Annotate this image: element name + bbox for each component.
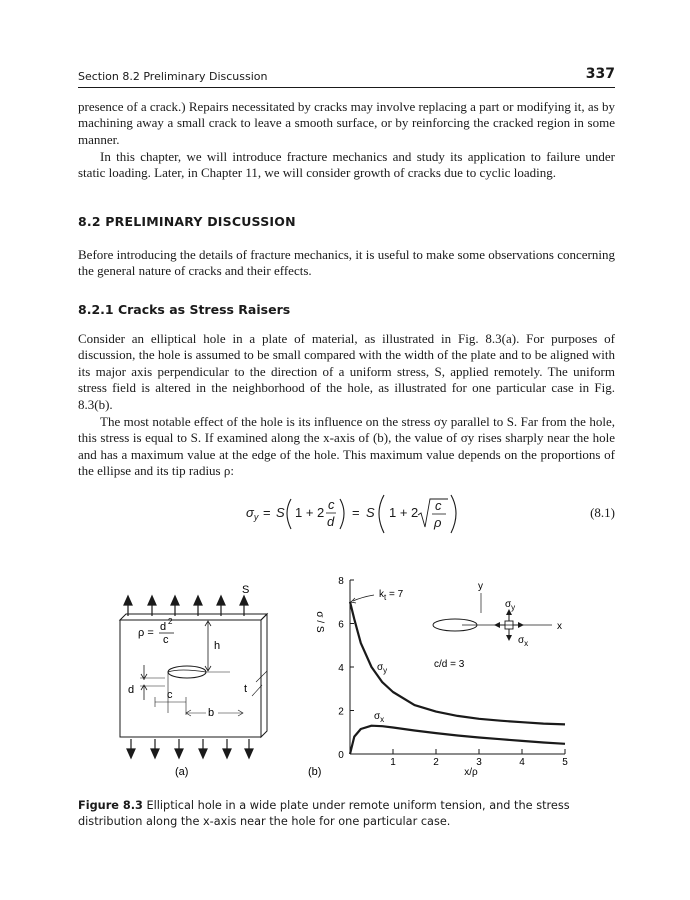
x-tick-label: 3 [476, 757, 482, 768]
y-tick-label: 6 [338, 619, 344, 631]
rho-denominator-c: c [163, 634, 169, 646]
kt-leader-line [353, 595, 374, 601]
left-paren [287, 499, 291, 529]
label-h: h [214, 640, 221, 652]
equation-graphic [78, 491, 615, 535]
y-tick-label: 0 [338, 750, 344, 761]
inset-sigma-y: $\sigma_y$ [505, 599, 516, 612]
label-c: c [167, 689, 173, 701]
y-tick-label: 8 [338, 576, 344, 587]
subsection-heading: 8.2.1 Cracks as Stress Raisers [78, 302, 291, 317]
rho-formula: ρ = [138, 627, 154, 639]
top-load-arrows [124, 596, 248, 616]
running-head [78, 67, 615, 87]
section-heading: 8.2 PRELIMINARY DISCUSSION [78, 214, 296, 229]
svg-text:=: = [352, 505, 360, 520]
svg-text:1 + 2: 1 + 2 [389, 505, 419, 520]
elliptical-hole [168, 666, 230, 713]
paragraph-4: Consider an elliptical hole in a plate of material, as illustrated in Fig. 8.3(a). For purposes of discussion, the hole is assumed to be small compared with the width of the plate and to be aligned with its major axis perpendicular to the direction of a uniform stress, S, applied remotely. The uniform stress field is altered in the neighborhood of the hole, as illustrated for one particular case in Fig. 8.3(b). [78, 331, 615, 412]
caption-text: Elliptical hole in a wide plate under remote uniform tension, and the stress distribution along the x-axis near the hole for one particular case. [78, 799, 570, 828]
label-d: d [128, 684, 135, 696]
annotation-sigma-y: $\sigma_y$ [377, 662, 388, 675]
equation-8-1 [78, 491, 615, 535]
svg-text:c: c [435, 498, 442, 513]
running-head-section: Section 8.2 Preliminary Discussion [78, 70, 268, 83]
svg-text:S: S [276, 505, 285, 520]
paragraph-1: presence of a crack.) Repairs necessitated by cracks may involve replacing a part or modifying it, as by machining away a small crack to leave a smooth surface, or by reinforcing the cracked region in some manner. [78, 99, 615, 147]
svg-text:d: d [327, 514, 335, 529]
inset-y-axis-label: y [478, 581, 483, 592]
page-number: 337 [585, 66, 615, 82]
x-axis-label: x/ρ [464, 767, 478, 778]
bottom-load-arrows [127, 739, 253, 758]
svg-text:ρ: ρ [434, 515, 442, 530]
figure-caption [78, 798, 615, 829]
paragraph-5: The most notable effect of the hole is its influence on the stress σy parallel to S. Far from the hole, this stress is equal to S. If examined along the x-axis of (b), the value of σy rises sharply near the hole and has a maximum value at the edge of the hole. This maximum value depends on the proportions of the ellipse and its tip radius ρ: [78, 414, 615, 479]
equation-number: (8.1) [590, 505, 615, 520]
label-t: t [244, 683, 248, 695]
panel-a [120, 584, 267, 778]
panel-a-label: (a) [175, 766, 189, 778]
label-S: S [242, 584, 250, 596]
svg-text:S: S [366, 505, 375, 520]
x-tick-label: 4 [519, 757, 525, 768]
panel-b [308, 576, 568, 778]
label-b: b [208, 707, 215, 719]
right-paren [340, 499, 344, 529]
x-tick-label: 5 [562, 757, 568, 768]
sqrt-sign [418, 499, 448, 527]
inset-diagram [433, 581, 562, 648]
y-tick-label: 4 [338, 663, 344, 674]
header-rule [78, 87, 615, 88]
series-line-sigma-x [350, 726, 565, 754]
x-tick-label: 2 [433, 757, 439, 768]
rho-numerator-d: d [160, 621, 167, 633]
annotation-cd: c/d = 3 [434, 659, 465, 670]
figure-8-3 [0, 565, 690, 790]
svg-text:1 + 2: 1 + 2 [295, 505, 325, 520]
y-tick-label: 2 [338, 706, 344, 718]
paragraph-3: Before introducing the details of fracture mechanics, it is useful to make some observations concerning the general nature of cracks and their effects. [78, 247, 615, 279]
paragraph-2: In this chapter, we will introduce fracture mechanics and study its application to failure under static loading. Later, in Chapter 11, we will consider growth of cracks due to cyclic loading. [78, 149, 615, 181]
x-tick-label: 1 [390, 757, 396, 768]
rho-numerator-sup: 2 [168, 617, 173, 626]
annotation-sigma-x: $\sigma_x$ [374, 711, 385, 724]
y-axis-label: σ / S [314, 611, 325, 633]
stress-chart [314, 576, 568, 778]
svg-text:=: = [263, 505, 271, 520]
panel-b-label: (b) [308, 766, 322, 778]
caption-label: Figure 8.3 [78, 799, 143, 812]
inset-sigma-x: $\sigma_x$ [518, 635, 529, 648]
svg-text:c: c [328, 497, 335, 512]
inset-x-axis-label: x [557, 621, 562, 632]
annotation-kt: $k_t = 7$ [379, 589, 404, 602]
eq-sigma-y: $\sigma_y$ [246, 505, 259, 522]
